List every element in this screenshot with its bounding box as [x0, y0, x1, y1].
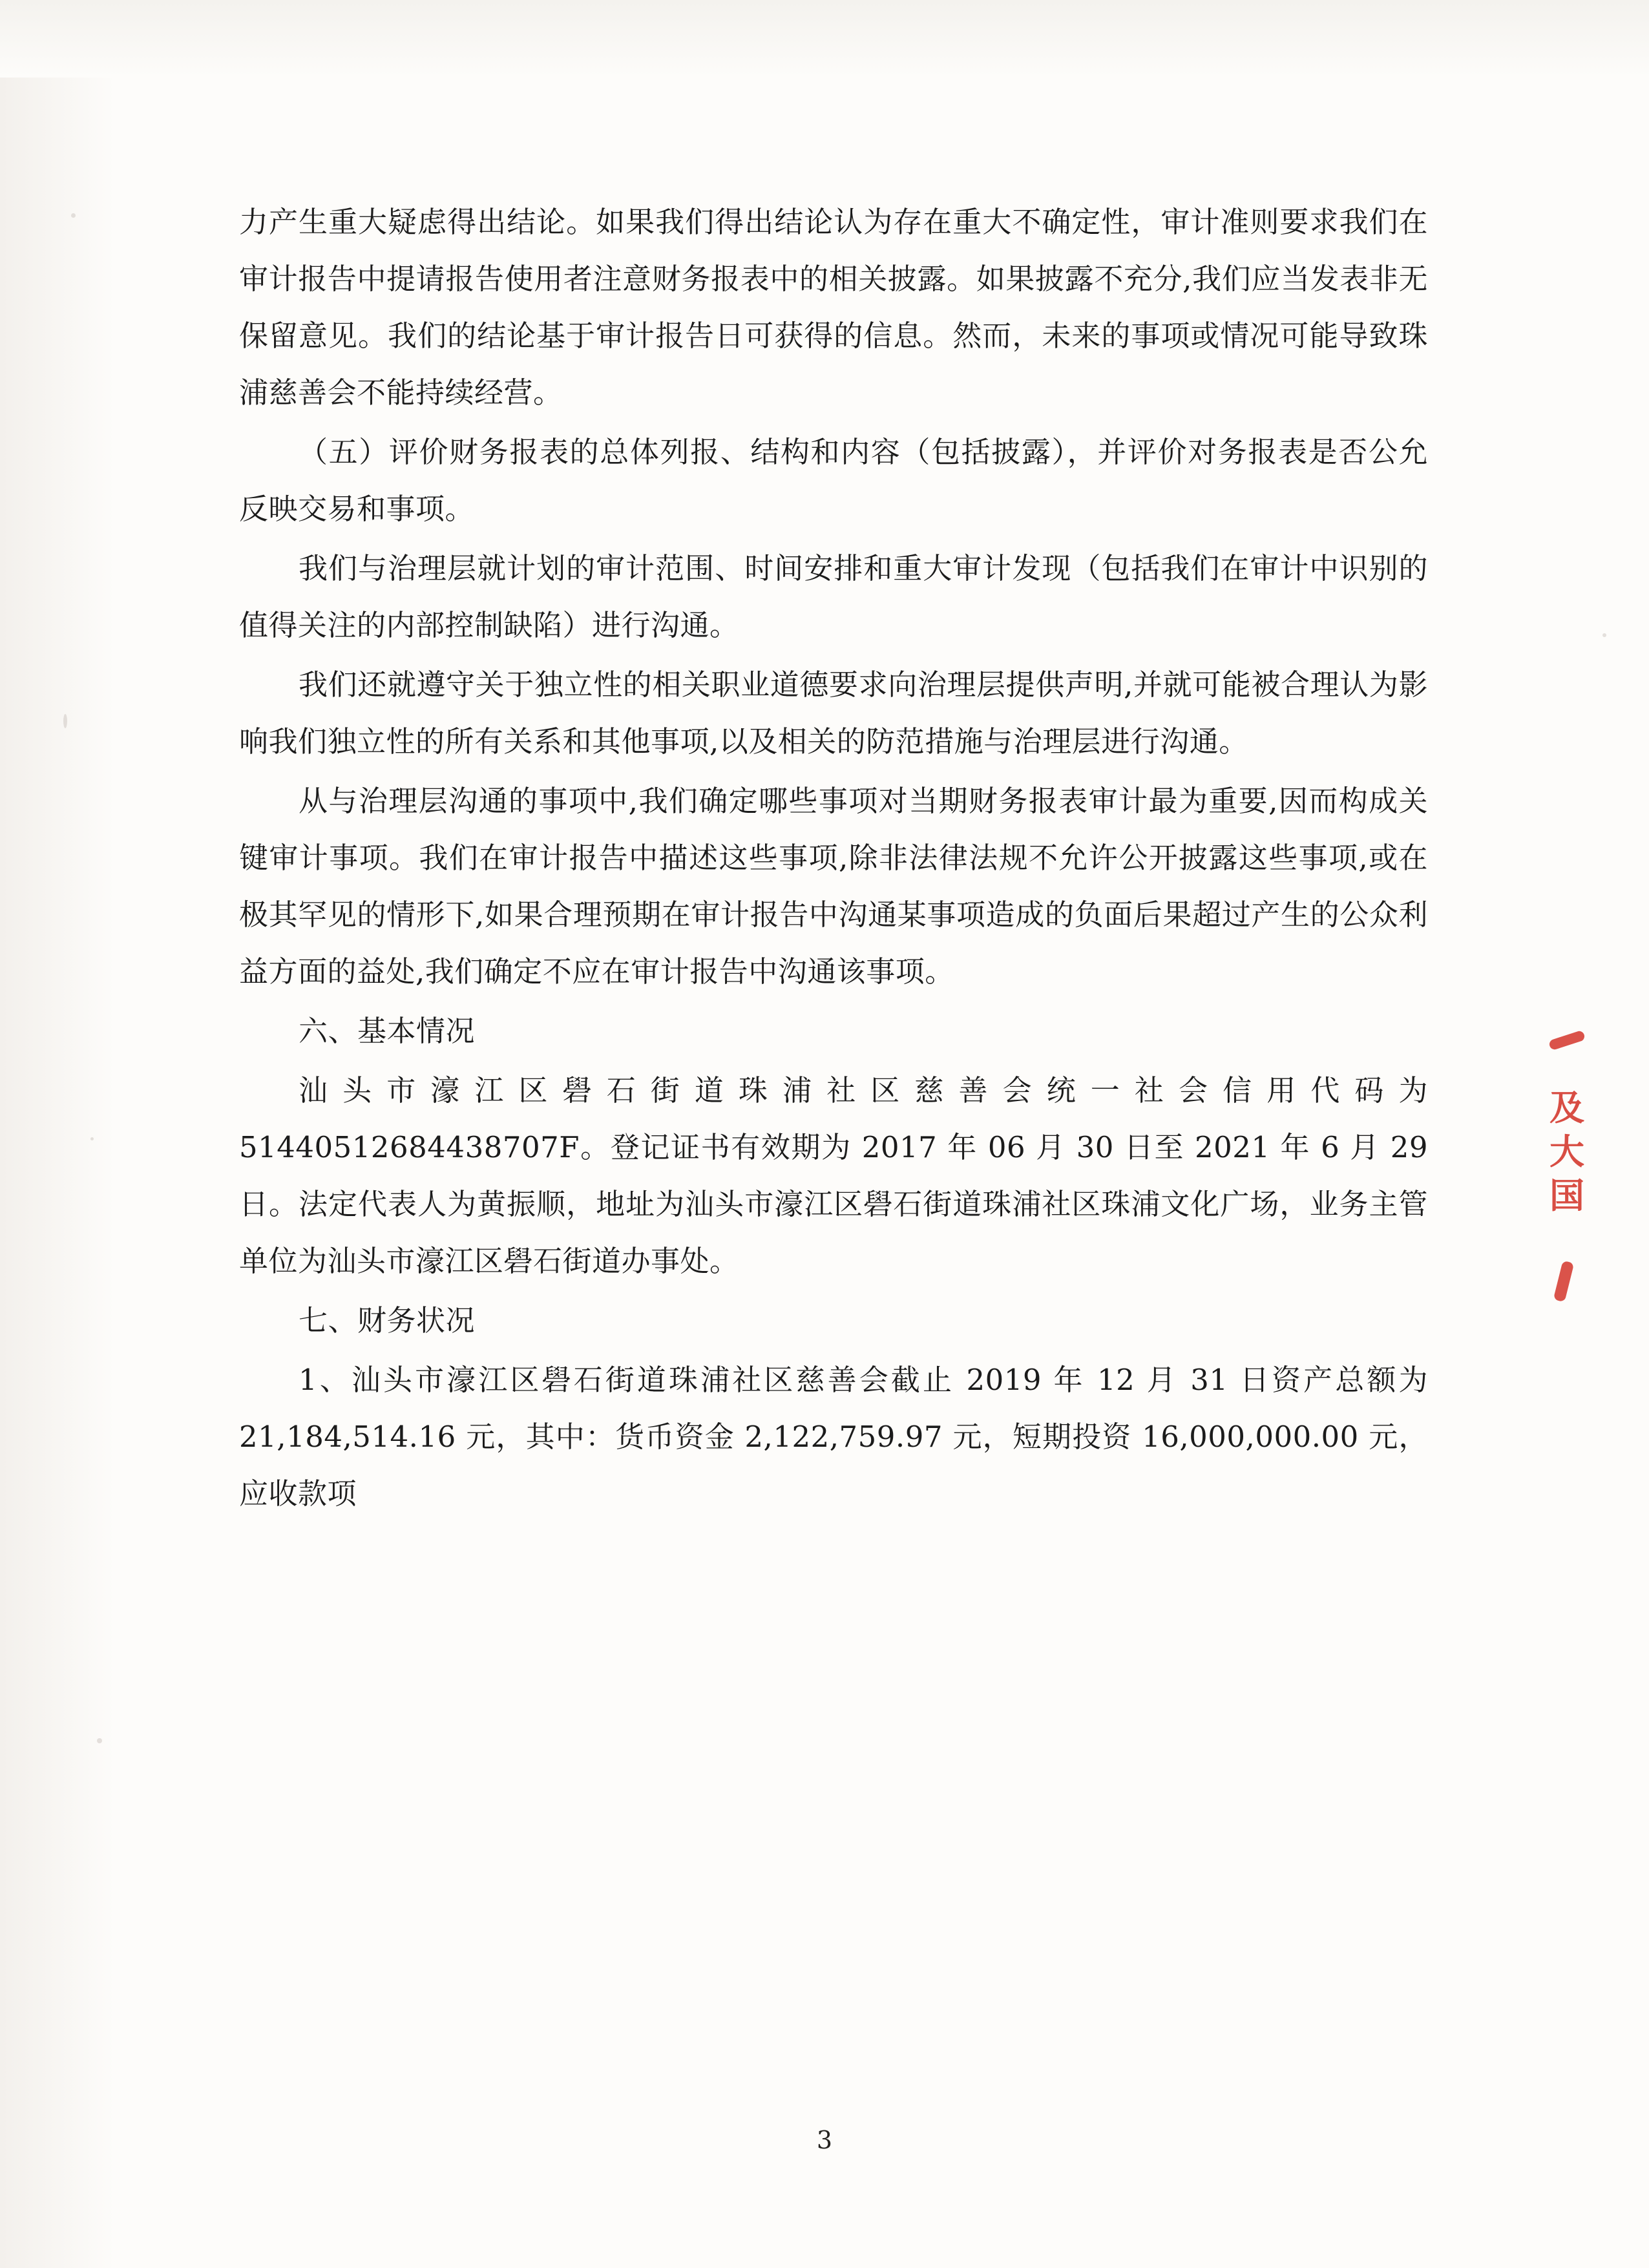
red-stamp-fragment — [1529, 1021, 1613, 1331]
section-heading: 七、财务状况 — [299, 1303, 476, 1338]
stamp-character: 及 — [1549, 1087, 1584, 1128]
stamp-character: 大 — [1549, 1131, 1584, 1172]
scan-speck — [1602, 633, 1606, 637]
section-heading: 六、基本情况 — [299, 1014, 476, 1048]
page-top-shadow — [0, 0, 1649, 78]
scan-speck — [71, 213, 76, 218]
scan-speck — [63, 714, 67, 728]
page-left-shadow — [0, 0, 194, 2268]
paragraph: 从与治理层沟通的事项中,我们确定哪些事项对当期财务报表审计最为重要,因而构成关键审计事项。我们在审计报告中描述这些事项,除非法律法规不允许公开披露这些事项,或在极其罕见的情形下,如果合理预期在审计报告中沟通某事项造成的负面后果超过产生的公众利益方面的益处,我们确定不应在审计报告中沟通该事项。 — [239, 784, 1428, 989]
paragraph: 我们还就遵守关于独立性的相关职业道德要求向治理层提供声明,并就可能被合理认为影响我们独立性的所有关系和其他事项,以及相关的防范措施与治理层进行沟通。 — [239, 667, 1428, 759]
stamp-mark-icon — [1553, 1261, 1574, 1303]
scan-speck — [97, 1738, 102, 1743]
scan-speck — [90, 1137, 94, 1140]
stamp-mark-icon — [1548, 1030, 1586, 1051]
paragraph: 1、汕头市濠江区礐石街道珠浦社区慈善会截止 2019 年 12 月 31 日资产总额为 21,184,514.16 元，其中：货币资金 2,122,759.97 元，短期投资 16,000,000.00 元，应收款项 — [239, 1363, 1428, 1511]
paragraph: （五）评价财务报表的总体列报、结构和内容（包括披露），并评价对务报表是否公允反映交易和事项。 — [239, 435, 1428, 526]
page-number: 3 — [816, 2126, 833, 2154]
paragraph: 汕头市濠江区礐石街道珠浦社区慈善会统一社会信用代码为51440512684438707F。登记证书有效期为 2017 年 06 月 30 日至 2021 年 6 月 29 日。法定代表人为黄振顺，地址为汕头市濠江区礐石街道珠浦社区珠浦文化广场，业务主管单位为汕头市濠江区礐石街道办事处。 — [239, 1073, 1428, 1278]
paragraph: 我们与治理层就计划的审计范围、时间安排和重大审计发现（包括我们在审计中识别的值得关注的内部控制缺陷）进行沟通。 — [239, 551, 1428, 642]
document-body — [239, 194, 1428, 1525]
stamp-character: 国 — [1549, 1175, 1584, 1216]
paragraph: 力产生重大疑虑得出结论。如果我们得出结论认为存在重大不确定性，审计准则要求我们在审计报告中提请报告使用者注意财务报表中的相关披露。如果披露不充分,我们应当发表非无保留意见。我们的结论基于审计报告日可获得的信息。然而，未来的事项或情况可能导致珠浦慈善会不能持续经营。 — [239, 205, 1428, 410]
